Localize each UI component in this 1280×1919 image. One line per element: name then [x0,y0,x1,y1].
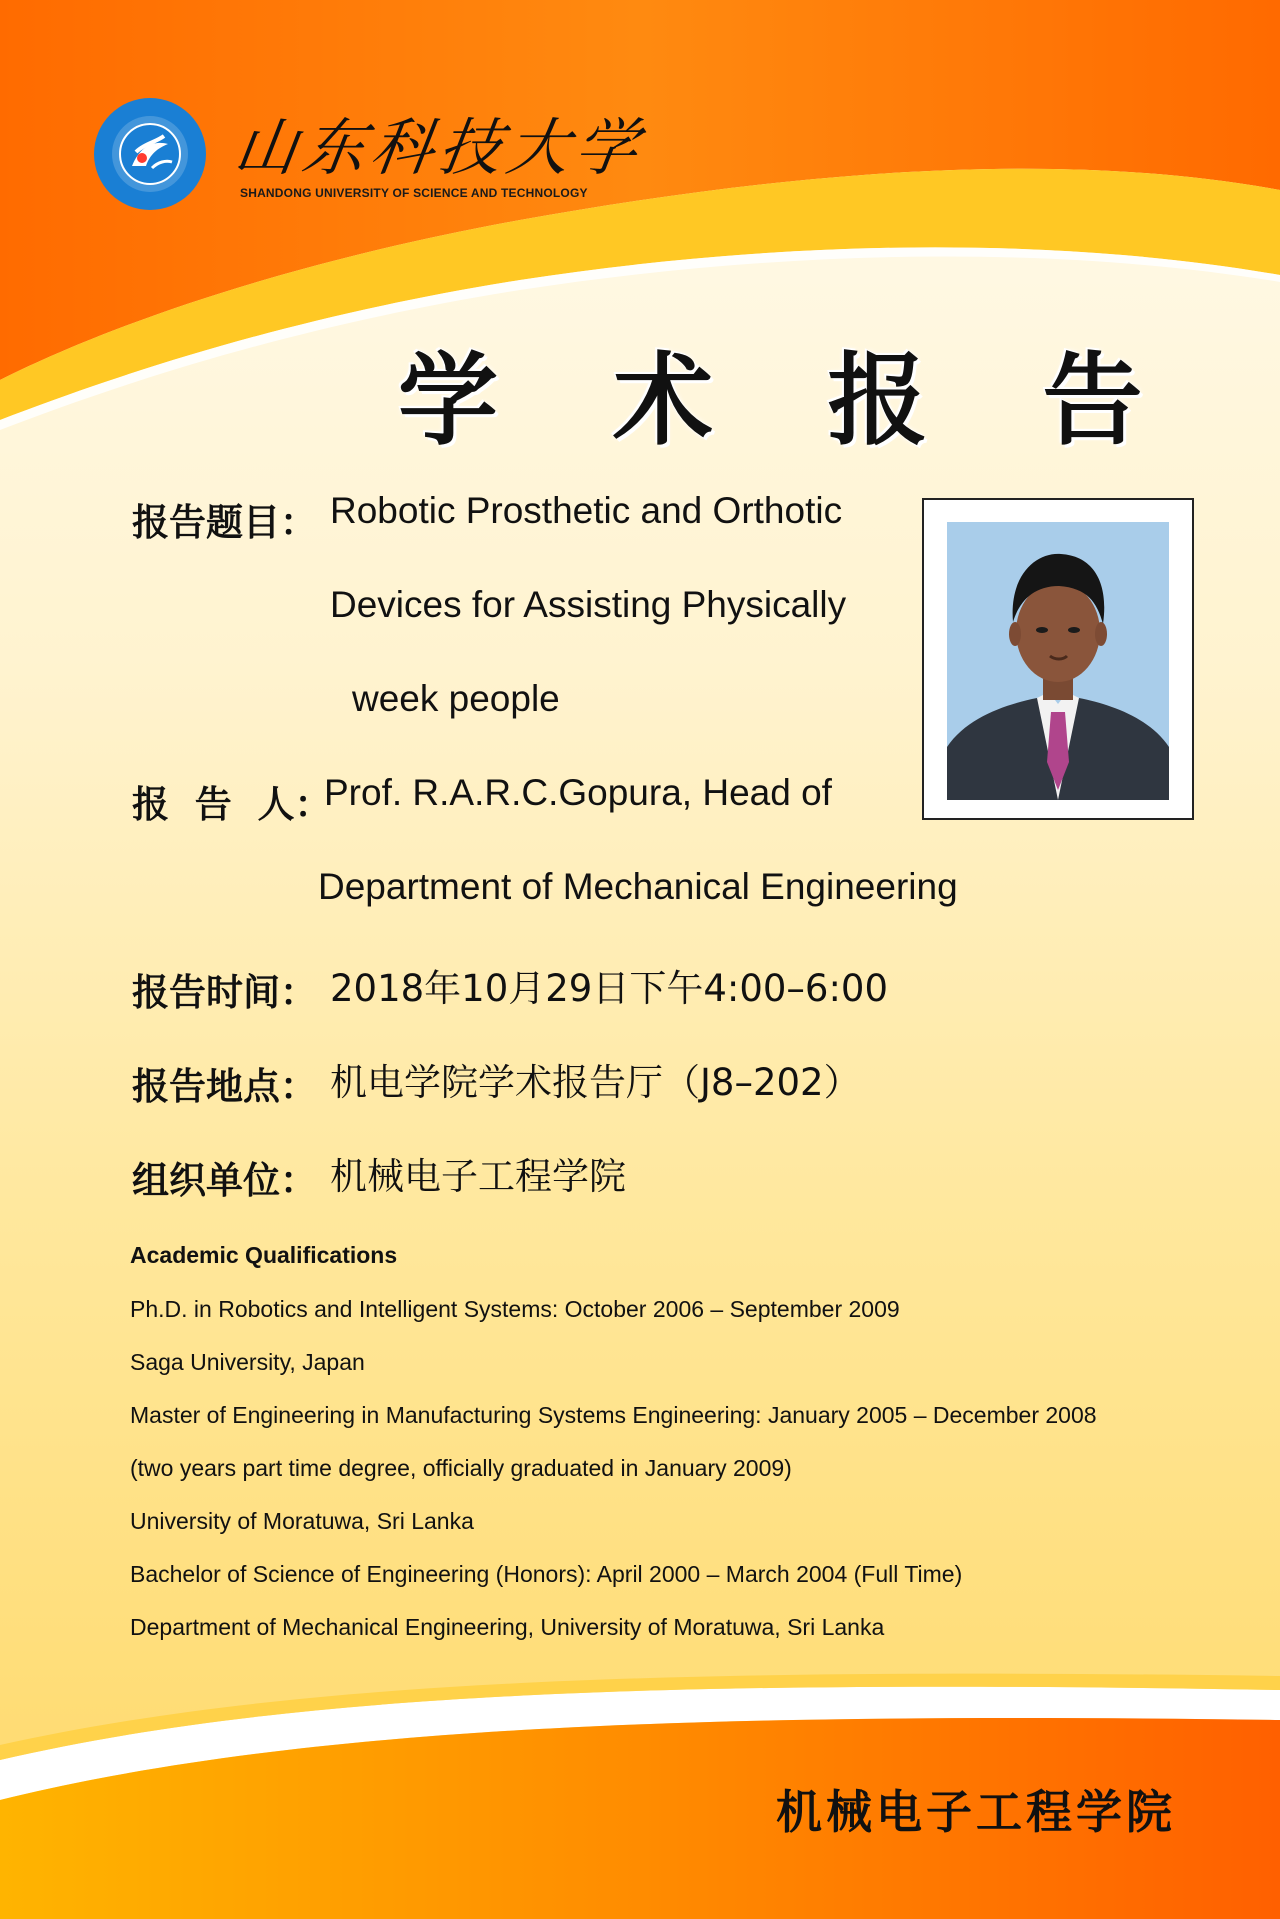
qualification-line: Department of Mechanical Engineering, University of Moratuwa, Sri Lanka [130,1614,885,1640]
page-title: 学 术 报 告 [398,342,1183,459]
footer-organizer: 机械电子工程学院 [776,1785,1176,1839]
qualification-line: Bachelor of Science of Engineering (Honors): April 2000 – March 2004 (Full Time) [130,1561,963,1587]
speaker-photo-frame [922,498,1194,820]
topic-line-3: week people [352,678,560,719]
qualification-line: (two years part time degree, officially graduated in January 2009) [130,1455,792,1481]
university-seal-icon [92,96,208,212]
qualification-line: Master of Engineering in Manufacturing Systems Engineering: January 2005 – December 2008 [130,1402,1097,1428]
speaker-portrait-icon [947,522,1169,800]
time-label: 报告时间： [132,971,317,1014]
place-value: 机电学院学术报告厅（J8–202） [330,1061,861,1104]
organizer-label: 组织单位： [132,1159,317,1202]
qualification-line: Ph.D. in Robotics and Intelligent Systems: October 2006 – September 2009 [130,1296,900,1322]
topic-line-2: Devices for Assisting Physically [330,584,847,625]
university-name-en: SHANDONG UNIVERSITY OF SCIENCE AND TECHNOLOGY [240,186,588,200]
topic-line-1: Robotic Prosthetic and Orthotic [330,490,843,531]
speaker-line-1: Prof. R.A.R.C.Gopura, Head of [324,772,832,813]
time-value: 2018年10月29日下午4:00–6:00 [330,967,888,1010]
speaker-line-2: Department of Mechanical Engineering [318,866,958,907]
qualification-line: University of Moratuwa, Sri Lanka [130,1508,474,1534]
qualifications-heading: Academic Qualifications [130,1242,398,1268]
organizer-value: 机械电子工程学院 [330,1155,626,1198]
topic-label: 报告题目： [132,501,317,544]
qualification-line: Saga University, Japan [130,1349,365,1375]
university-name-cn: 山东科技大学 [230,111,649,184]
place-label: 报告地点： [132,1065,317,1108]
speaker-photo [947,522,1169,800]
speaker-label: 报 告 人： [132,783,332,826]
